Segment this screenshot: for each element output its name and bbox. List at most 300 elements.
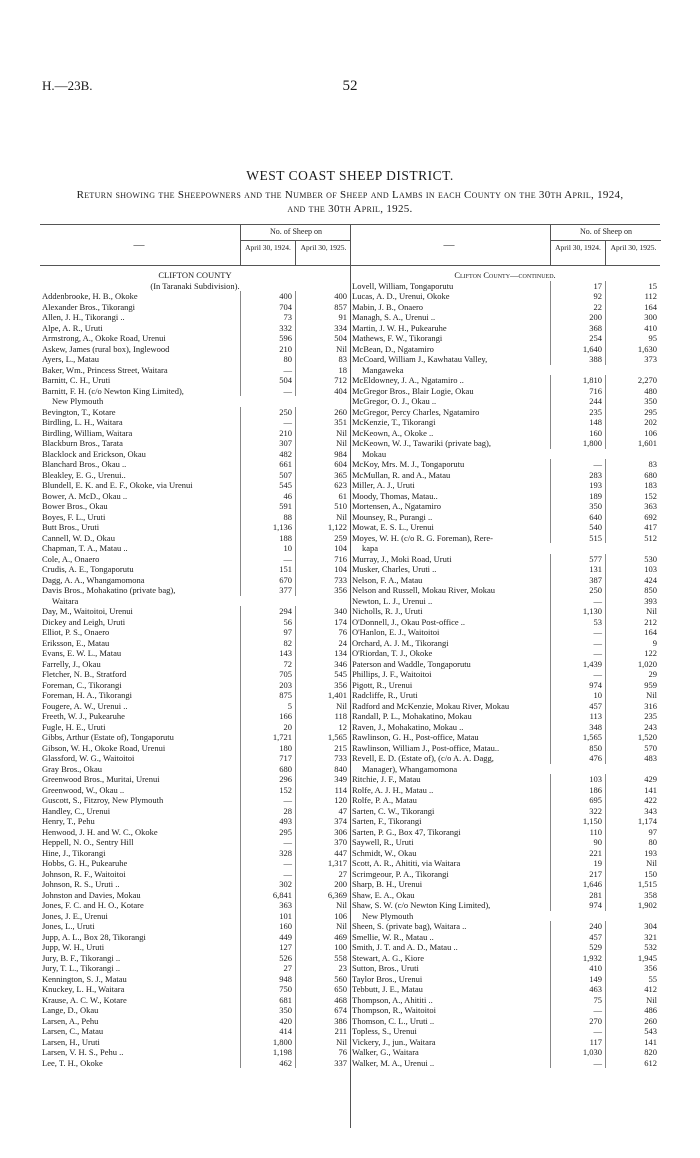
sheep-1925: 350 — [605, 396, 661, 407]
sheep-1925: 18 — [295, 365, 351, 376]
table-row — [40, 806, 350, 817]
sheep-1924: 149 — [550, 974, 606, 985]
sheep-1924: 92 — [550, 291, 606, 302]
owner-name: Lee, T. H., Okoke — [42, 1057, 103, 1068]
sheep-1924: 217 — [550, 869, 606, 880]
table-row — [40, 386, 350, 397]
owner-name: Smellie, W. R., Matau .. — [352, 931, 434, 942]
sheep-1924: 387 — [550, 575, 606, 586]
sheep-1925: 483 — [605, 753, 661, 764]
table-row — [40, 396, 350, 407]
owner-name: Thompson, A., Ahititi .. — [352, 994, 433, 1005]
table-row — [350, 585, 660, 596]
table-row — [350, 890, 660, 901]
sheep-1924: 281 — [550, 890, 606, 901]
table-row — [40, 575, 350, 586]
sheep-1925: 141 — [605, 1037, 661, 1048]
header-year-1925: April 30, 1925. — [300, 243, 347, 252]
table-row — [350, 659, 660, 670]
sheep-1925: 152 — [605, 491, 661, 502]
table-row — [40, 753, 350, 764]
sheep-1925: 306 — [295, 827, 351, 838]
sheep-1924: 186 — [550, 785, 606, 796]
table-row — [40, 942, 350, 953]
sheep-1924: — — [240, 837, 296, 848]
header-name-column: — — [133, 239, 145, 251]
owner-name: Topless, S., Urenui — [352, 1026, 417, 1036]
sheep-1925: 716 — [295, 554, 351, 565]
sheep-1924: 717 — [240, 753, 296, 764]
sheep-1925: 164 — [605, 627, 661, 638]
sheep-1925: 346 — [295, 659, 351, 670]
sheep-1925: 545 — [295, 669, 351, 680]
sheep-1924: 974 — [550, 900, 606, 911]
document-reference: H.—23B. — [42, 78, 93, 93]
sheep-1924: — — [240, 417, 296, 428]
owner-name: Manager), Whangamomona — [362, 763, 458, 774]
owner-name: Alpe, A. R., Uruti — [42, 322, 103, 333]
table-row — [350, 921, 660, 932]
sheep-1924: 670 — [240, 575, 296, 586]
sheep-1924: — — [550, 1058, 606, 1069]
table-row — [40, 438, 350, 449]
sheep-1924: 322 — [550, 806, 606, 817]
sheep-1924: 1,721 — [240, 732, 296, 743]
table-row — [350, 302, 660, 313]
sheep-1925: 212 — [605, 617, 661, 628]
sheep-1925: 134 — [295, 648, 351, 659]
sheep-1924: 20 — [240, 722, 296, 733]
owner-name: Bevington, T., Kotare — [42, 406, 116, 417]
owner-name: Ayers, L., Matau — [42, 354, 100, 364]
sheep-1925: 106 — [295, 911, 351, 922]
table-row — [40, 449, 350, 460]
table-row — [350, 1058, 660, 1069]
table-row — [350, 974, 660, 985]
owner-name: Mokau — [362, 448, 387, 459]
sheep-1925: 1,565 — [295, 732, 351, 743]
owner-name: Taylor Bros., Urenui — [352, 973, 423, 984]
sheep-1924: 680 — [240, 764, 296, 775]
table-row — [40, 627, 350, 638]
owner-name: Radford and McKenzie, Mokau River, Mokau — [352, 700, 510, 711]
sheep-1924: 716 — [550, 386, 606, 397]
sheep-1924: 143 — [240, 648, 296, 659]
table-row — [350, 753, 660, 764]
sheep-1924: 180 — [240, 743, 296, 754]
table-row — [40, 323, 350, 334]
owner-name: Askew, James (rural box), Inglewood — [42, 343, 170, 354]
sheep-1925: Nil — [605, 995, 661, 1006]
table-row — [40, 564, 350, 575]
owner-name: Foreman, H. A., Tikorangi — [42, 690, 132, 700]
owner-name: Shaw, S. W. (c/o Newton King Limited), — [352, 900, 491, 910]
table-row — [40, 1037, 350, 1048]
sheep-1924: 1,130 — [550, 606, 606, 617]
sheep-1925: 211 — [295, 1026, 351, 1037]
sheep-1924: 640 — [550, 512, 606, 523]
sheep-1925: 480 — [605, 386, 661, 397]
sheep-1925: Nil — [605, 606, 661, 617]
sheep-1924: 1,932 — [550, 953, 606, 964]
sheep-1925: 104 — [295, 564, 351, 575]
table-row — [40, 1005, 350, 1016]
sheep-1924: 82 — [240, 638, 296, 649]
owner-name: McCoard, William J., Kawhatau Valley, — [352, 354, 488, 364]
table-row — [350, 858, 660, 869]
sheep-1924: 244 — [550, 396, 606, 407]
owner-name: Thompson, R., Waitoitoi — [352, 1005, 436, 1015]
header-group-label: No. of Sheep on — [551, 227, 661, 241]
owner-name: Davis Bros., Mohakatino (private bag), — [42, 585, 176, 595]
table-row — [350, 459, 660, 470]
sheep-1925: 1,317 — [295, 858, 351, 869]
table-row — [40, 848, 350, 859]
owner-name: Stewart, A. G., Kiore — [352, 952, 425, 963]
sheep-1925: Nil — [295, 921, 351, 932]
sheep-1925: 29 — [605, 669, 661, 680]
sheep-1925: Nil — [605, 858, 661, 869]
owner-name: Thomson, C. L., Uruti .. — [352, 1015, 435, 1026]
sheep-1925: Nil — [295, 344, 351, 355]
owner-name: McGregor, Percy Charles, Ngatamiro — [352, 406, 480, 417]
owner-name: Pigott, R., Urenui — [352, 679, 413, 690]
sheep-1924: 377 — [240, 585, 296, 596]
sheep-1924: — — [240, 869, 296, 880]
sheep-1924: 200 — [550, 312, 606, 323]
table-row — [40, 522, 350, 533]
sheep-1925: 2,270 — [605, 375, 661, 386]
owner-name: Gray Bros., Okau — [42, 763, 102, 774]
sheep-1924: 705 — [240, 669, 296, 680]
header-year-1924: April 30, 1924. — [551, 241, 606, 265]
owner-name: Jones, F. C. and H. O., Kotare — [42, 900, 144, 910]
sheep-1924: 332 — [240, 323, 296, 334]
sheep-1924: — — [240, 365, 296, 376]
owner-name: Walker, M. A., Urenui .. — [352, 1057, 435, 1068]
document-title: WEST COAST SHEEP DISTRICT. — [246, 168, 454, 183]
sheep-1924: — — [550, 648, 606, 659]
sheep-1925: 712 — [295, 375, 351, 386]
sheep-1925: 429 — [605, 774, 661, 785]
owner-name: Dickey and Leigh, Uruti — [42, 616, 126, 627]
owner-name: Gibbs, Arthur (Estate of), Tongaporutu — [42, 732, 174, 742]
table-row — [350, 407, 660, 418]
table-row — [40, 995, 350, 1006]
sheep-1924: 46 — [240, 491, 296, 502]
sheep-1924: 948 — [240, 974, 296, 985]
sheep-1925: 422 — [605, 795, 661, 806]
table-row — [350, 879, 660, 890]
table-row — [40, 344, 350, 355]
table-row — [350, 627, 660, 638]
table-row — [40, 1016, 350, 1027]
owner-name: Randall, P. L., Mohakatino, Mokau — [352, 711, 472, 721]
table-row — [40, 669, 350, 680]
owner-name: Musker, Charles, Uruti .. — [352, 564, 437, 574]
sheep-1924: 131 — [550, 564, 606, 575]
owner-name: Gibson, W. H., Okoke Road, Urenui — [42, 742, 166, 753]
owner-name: Sheen, S. (private bag), Waitara .. — [352, 921, 467, 931]
sheep-1924: 681 — [240, 995, 296, 1006]
sheep-1925: 623 — [295, 480, 351, 491]
owner-name: Boyes, F. L., Uruti — [42, 511, 106, 522]
sheep-1924: 53 — [550, 617, 606, 628]
sheep-1925: 1,122 — [295, 522, 351, 533]
sheep-1925: 469 — [295, 932, 351, 943]
sheep-1924: 88 — [240, 512, 296, 523]
sheep-1925: 120 — [295, 795, 351, 806]
owner-name: Jupp, W. H., Uruti — [42, 942, 105, 952]
sheep-1925: 1,945 — [605, 953, 661, 964]
owner-name: Larsen, A., Pehu — [42, 1015, 99, 1026]
sheep-1925: 118 — [295, 711, 351, 722]
table-row — [40, 543, 350, 554]
table-row — [40, 974, 350, 985]
table-row — [350, 281, 660, 292]
table-row — [40, 932, 350, 943]
sheep-1924: 127 — [240, 942, 296, 953]
sheep-1925: 358 — [605, 890, 661, 901]
sheep-1924: 463 — [550, 984, 606, 995]
table-row — [350, 354, 660, 365]
sheep-1924: 1,646 — [550, 879, 606, 890]
table-row — [350, 564, 660, 575]
sheep-1925: 260 — [295, 407, 351, 418]
owner-name: Johnson, R. F., Waitoitoi — [42, 868, 126, 879]
table-column-left — [40, 224, 351, 1128]
sheep-1925: 733 — [295, 575, 351, 586]
table-row — [350, 785, 660, 796]
table-row — [40, 491, 350, 502]
sheep-1925: 1,515 — [605, 879, 661, 890]
sheep-1924: — — [240, 795, 296, 806]
owner-name: Bleakley, E. G., Urenui.. — [42, 469, 126, 480]
table-row — [40, 869, 350, 880]
sheep-1924: 210 — [240, 428, 296, 439]
sheep-1925: 1,601 — [605, 438, 661, 449]
table-row — [350, 375, 660, 386]
owner-name: Sarten, P. G., Box 47, Tikorangi — [352, 826, 461, 837]
sheep-1925: 97 — [605, 827, 661, 838]
table-row — [40, 722, 350, 733]
sheep-1925: 351 — [295, 417, 351, 428]
sheep-1924: — — [240, 858, 296, 869]
sheep-1925: 61 — [295, 491, 351, 502]
owner-name: Larsen, C., Matau — [42, 1026, 104, 1036]
owner-name: Armstrong, A., Okoke Road, Urenui — [42, 333, 166, 343]
sheep-1924: 5 — [240, 701, 296, 712]
table-row — [40, 354, 350, 365]
sheep-1924: 210 — [240, 344, 296, 355]
sheep-1924: — — [550, 1005, 606, 1016]
sheep-1925: 393 — [605, 596, 661, 607]
sheep-1925: 417 — [605, 522, 661, 533]
sheep-1925: 243 — [605, 722, 661, 733]
sheep-1924: 22 — [550, 302, 606, 313]
sheep-1924: 166 — [240, 711, 296, 722]
owner-name: Handley, C., Urenui — [42, 805, 111, 816]
sheep-1924: 1,640 — [550, 344, 606, 355]
sheep-1925: 83 — [605, 459, 661, 470]
table-row — [40, 953, 350, 964]
sheep-1924: 97 — [240, 627, 296, 638]
page-number: 52 — [342, 78, 358, 94]
owner-name: Greenwood Bros., Muritai, Urenui — [42, 774, 160, 784]
table-row — [350, 1047, 660, 1058]
sheep-1924: 250 — [240, 407, 296, 418]
owner-name: Baker, Wm., Princess Street, Waitara — [42, 364, 168, 375]
owner-name: McMullan, R. and A., Matau — [352, 469, 451, 480]
sheep-1924: 1,198 — [240, 1047, 296, 1058]
table-row — [350, 617, 660, 628]
sheep-1925: 650 — [295, 984, 351, 995]
owner-name: Mangaweka — [362, 364, 404, 375]
owner-name: Bower, A. McD., Okau .. — [42, 490, 128, 501]
sheep-1925: 857 — [295, 302, 351, 313]
owner-name: Freeth, W. J., Pukearuhe — [42, 711, 125, 721]
sheep-1925: 316 — [605, 701, 661, 712]
sheep-1924: 350 — [550, 501, 606, 512]
table-row — [40, 764, 350, 775]
sheep-1924: 348 — [550, 722, 606, 733]
owner-name: Scrimgeour, P. A., Tikorangi — [352, 868, 449, 879]
sheep-1924: 540 — [550, 522, 606, 533]
table-row — [350, 470, 660, 481]
sheep-1925: 447 — [295, 848, 351, 859]
sheep-1925: 321 — [605, 932, 661, 943]
sheep-1924: 193 — [550, 480, 606, 491]
sheep-1924: 400 — [240, 291, 296, 302]
owner-name: Knuckey, L. H., Waitara — [42, 984, 125, 994]
sheep-1924: 457 — [550, 701, 606, 712]
table-row — [350, 942, 660, 953]
table-row — [40, 617, 350, 628]
owner-name: Schmidt, W., Okau — [352, 847, 417, 858]
owner-name: Blundell, E. K. and E. F., Okoke, via Urenui — [42, 480, 193, 490]
table-row — [40, 774, 350, 785]
county-heading-continued: Clifton County—continued. — [454, 270, 556, 280]
owner-name: Dagg, A. A., Whangamomona — [42, 574, 145, 585]
sheep-1925: 193 — [605, 848, 661, 859]
sheep-1924: 283 — [550, 470, 606, 481]
owner-name: Alexander Bros., Tikorangi — [42, 301, 136, 312]
owner-name: Managh, S. A., Urenui .. — [352, 312, 436, 322]
sheep-1925: 112 — [605, 291, 661, 302]
sheep-1925: 356 — [295, 680, 351, 691]
table-row — [40, 984, 350, 995]
sheep-1924: 457 — [550, 932, 606, 943]
sheep-1924: 850 — [550, 743, 606, 754]
sheep-1925: 850 — [605, 585, 661, 596]
table-row — [40, 900, 350, 911]
sheep-1924: 240 — [550, 921, 606, 932]
sheep-1924: 307 — [240, 438, 296, 449]
sheep-1925: 530 — [605, 554, 661, 565]
sheep-1925: Nil — [295, 900, 351, 911]
table-row — [40, 533, 350, 544]
owner-name: Elliot, P. S., Onaero — [42, 627, 110, 637]
sheep-1925: 504 — [295, 333, 351, 344]
owner-name: Glassford, W. G., Waitoitoi — [42, 753, 135, 763]
sheep-1924: 695 — [550, 795, 606, 806]
sheepowners-table — [40, 224, 660, 1128]
sheep-1925: 340 — [295, 606, 351, 617]
table-row — [40, 795, 350, 806]
sheep-1925: 1,630 — [605, 344, 661, 355]
sheep-1924: 148 — [550, 417, 606, 428]
sheep-1924: 1,439 — [550, 659, 606, 670]
sheep-1925: Nil — [605, 690, 661, 701]
table-row — [350, 806, 660, 817]
sheep-1925: 76 — [295, 1047, 351, 1058]
sheep-1924: 545 — [240, 480, 296, 491]
owner-name: Martin, J. W. H., Pukearuhe — [352, 322, 447, 333]
table-row — [40, 302, 350, 313]
table-row — [350, 417, 660, 428]
sheep-1925: 510 — [295, 501, 351, 512]
owner-name: McKoy, Mrs. M. J., Tongaporutu — [352, 459, 465, 469]
owner-name: Hobbs, G. H., Pukearuhe — [42, 858, 128, 868]
sheep-1924: 328 — [240, 848, 296, 859]
owner-name: Sutton, Bros., Uruti — [352, 963, 419, 973]
owner-name: Henry, T., Pehu — [42, 816, 95, 826]
table-row — [40, 312, 350, 323]
sheep-1925: 15 — [605, 281, 661, 292]
sheep-1924: 388 — [550, 354, 606, 365]
table-row — [350, 365, 660, 376]
owner-name: Jupp, A. L., Box 28, Tikorangi — [42, 931, 146, 942]
sheep-1925: 820 — [605, 1047, 661, 1058]
owner-name: Lange, D., Okau — [42, 1005, 99, 1015]
sheep-1925: 373 — [605, 354, 661, 365]
table-row — [40, 417, 350, 428]
owner-name: Barnitt, C. H., Uruti — [42, 375, 111, 385]
table-row — [40, 554, 350, 565]
table-row — [40, 638, 350, 649]
owner-name: Phillips, J. F., Waitoitoi — [352, 669, 432, 679]
owner-name: Crudis, A. E., Tongaporutu — [42, 564, 134, 574]
sheep-1925: 840 — [295, 764, 351, 775]
sheep-1925: 959 — [605, 680, 661, 691]
sheep-1924: 596 — [240, 333, 296, 344]
sheep-1924: 529 — [550, 942, 606, 953]
table-header — [350, 224, 660, 266]
sheep-1925: 164 — [605, 302, 661, 313]
sheep-1924: 368 — [550, 323, 606, 334]
sheep-1925: 410 — [605, 323, 661, 334]
owner-name: Nelson, F. A., Matau — [352, 574, 423, 585]
sheep-1924: 350 — [240, 1005, 296, 1016]
owner-name: O'Riordan, T. J., Okoke — [352, 648, 433, 658]
county-subheading: (In Taranaki Subdivision). — [150, 280, 240, 291]
sheep-1924: — — [550, 627, 606, 638]
table-row — [350, 690, 660, 701]
sheep-1925: 1,520 — [605, 732, 661, 743]
owner-name: O'Donnell, J., Okau Post-office .. — [352, 616, 466, 627]
owner-name: Tebbutt, J. E., Matau — [352, 984, 423, 994]
owner-name: Revell, E. D. (Estate of), (c/o A. A. Dagg, — [352, 753, 494, 763]
owner-name: Newton, L. J., Urenui .. — [352, 595, 433, 606]
owner-name: Rawlinson, William J., Post-office, Matau.. — [352, 742, 500, 753]
table-row — [350, 522, 660, 533]
owner-name: Foreman, C., Tikorangi — [42, 679, 122, 690]
table-row — [350, 911, 660, 922]
sheep-1924: 1,810 — [550, 375, 606, 386]
county-heading: CLIFTON COUNTY — [158, 270, 232, 280]
owner-name: Radcliffe, R., Uruti — [352, 690, 418, 700]
sheep-1925: 692 — [605, 512, 661, 523]
